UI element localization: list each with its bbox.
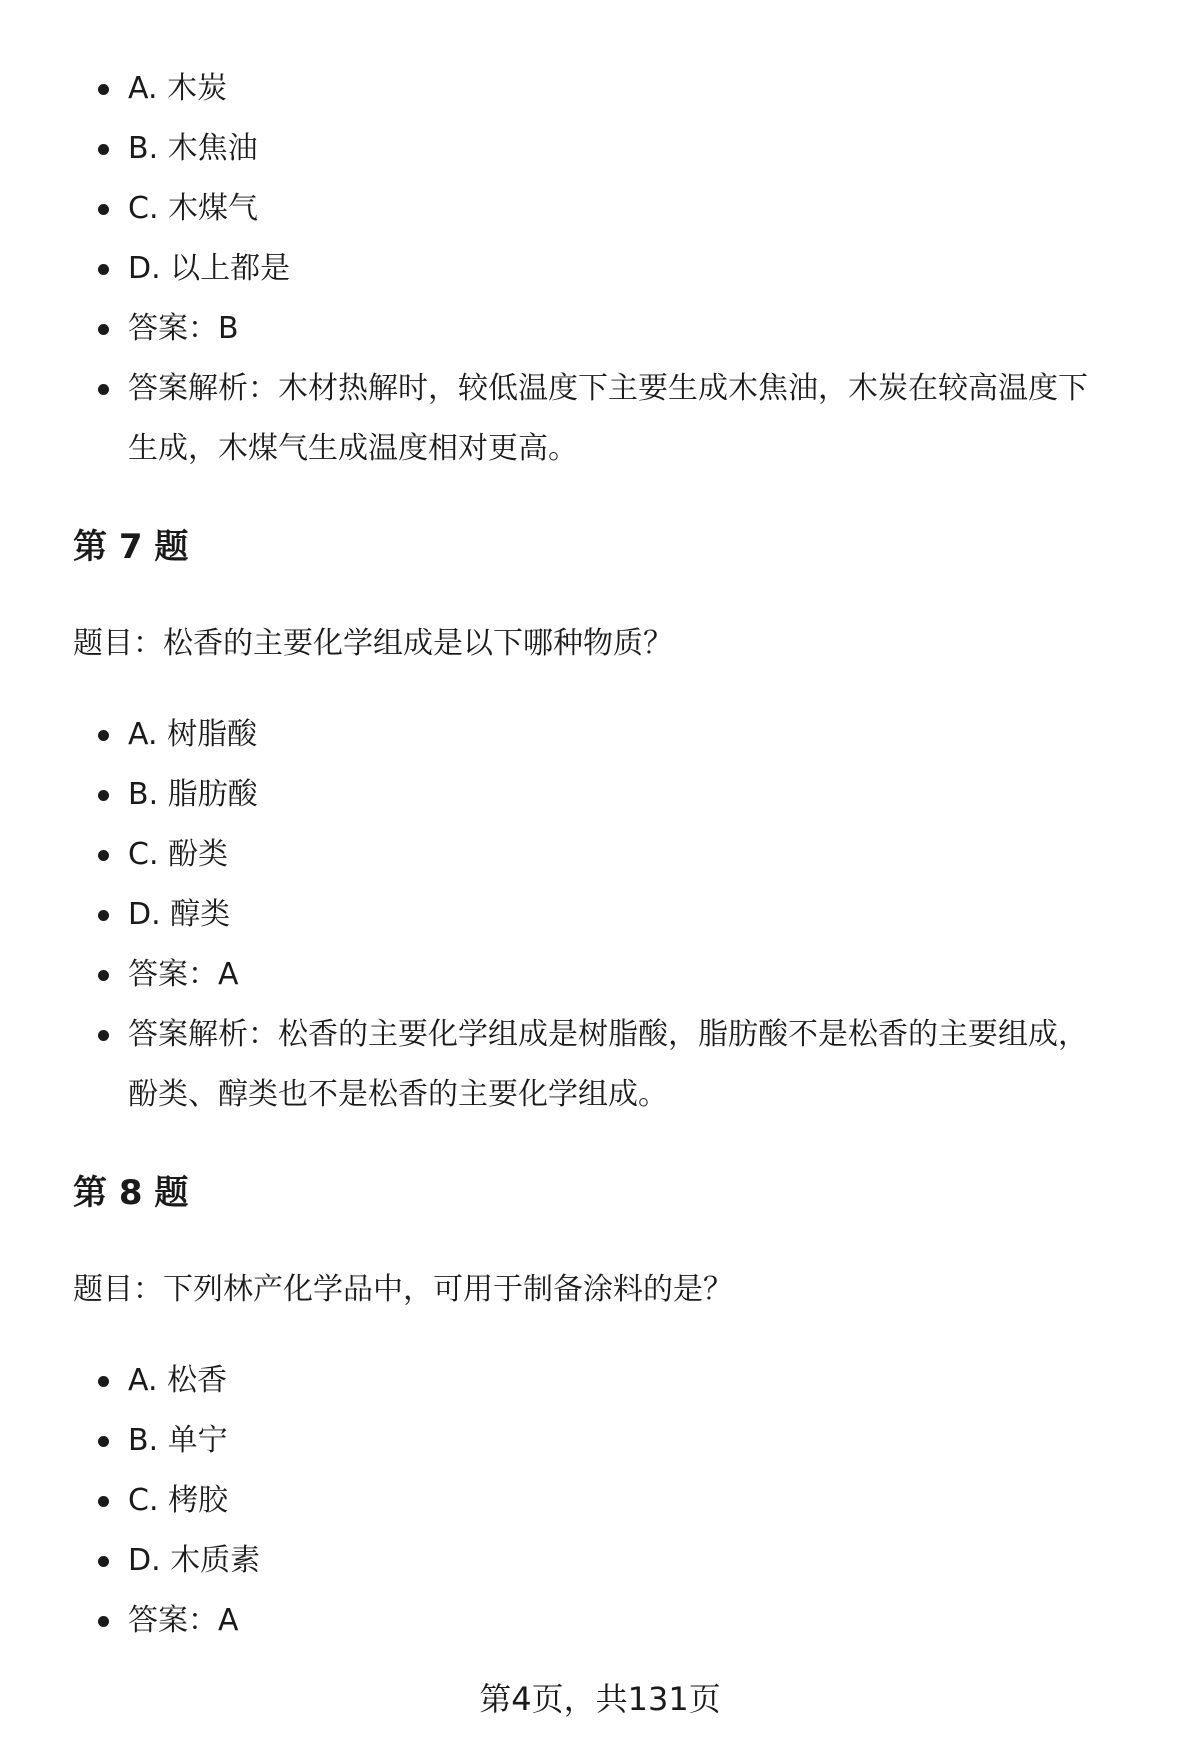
- q6-analysis: 答案解析：木材热解时，较低温度下主要生成木焦油，木炭在较高温度下生成，木煤气生成温度相对更高。: [128, 371, 1088, 466]
- list-item: [0, 1591, 1200, 1651]
- q6-option-b: B. 木焦油: [128, 131, 258, 166]
- list-item: [0, 239, 1200, 299]
- q8-answer: 答案：A: [128, 1603, 239, 1638]
- bullet-icon: [98, 1030, 109, 1041]
- q6-option-a: A. 木炭: [128, 71, 228, 106]
- list-item: [0, 1411, 1200, 1471]
- q7-stem: 题目：松香的主要化学组成是以下哪种物质？: [73, 626, 673, 661]
- list-item: [0, 885, 1200, 945]
- q8-option-c: C. 栲胶: [128, 1483, 229, 1518]
- q6-answer: 答案：B: [128, 311, 239, 346]
- list-item: [0, 1351, 1200, 1411]
- list-item: [0, 825, 1200, 885]
- bullet-icon: [98, 84, 109, 95]
- list-item: [0, 1005, 1200, 1125]
- q8-heading: 第 8 题: [73, 1173, 189, 1213]
- bullet-icon: [98, 1616, 109, 1627]
- q6-option-d: D. 以上都是: [128, 251, 291, 286]
- list-item: [0, 1471, 1200, 1531]
- q7-option-c: C. 酚类: [128, 837, 229, 872]
- bullet-icon: [98, 850, 109, 861]
- bullet-icon: [98, 204, 109, 215]
- list-item: [0, 59, 1200, 119]
- bullet-icon: [98, 730, 109, 741]
- list-item: [0, 705, 1200, 765]
- list-item: [0, 179, 1200, 239]
- q8-stem: 题目：下列林产化学品中，可用于制备涂料的是？: [73, 1272, 733, 1307]
- list-item: [0, 1531, 1200, 1591]
- q6-option-c: C. 木煤气: [128, 191, 259, 226]
- list-item: [0, 765, 1200, 825]
- bullet-icon: [98, 1556, 109, 1567]
- q7-heading: 第 7 题: [73, 527, 189, 567]
- bullet-icon: [98, 1376, 109, 1387]
- list-item: [0, 299, 1200, 359]
- bullet-icon: [98, 1436, 109, 1447]
- q7-option-a: A. 树脂酸: [128, 717, 258, 752]
- q6-option-list: [0, 59, 1200, 479]
- q7-option-list: [0, 705, 1200, 1125]
- q8-option-list: [0, 1351, 1200, 1651]
- q7-option-d: D. 醇类: [128, 897, 231, 932]
- q8-option-d: D. 木质素: [128, 1543, 261, 1578]
- bullet-icon: [98, 144, 109, 155]
- bullet-icon: [98, 324, 109, 335]
- list-item: [0, 945, 1200, 1005]
- bullet-icon: [98, 970, 109, 981]
- q7-answer: 答案：A: [128, 957, 239, 992]
- bullet-icon: [98, 790, 109, 801]
- bullet-icon: [98, 264, 109, 275]
- list-item: [0, 359, 1200, 479]
- bullet-icon: [98, 1496, 109, 1507]
- q8-option-b: B. 单宁: [128, 1423, 228, 1458]
- q8-option-a: A. 松香: [128, 1363, 228, 1398]
- q7-analysis: 答案解析：松香的主要化学组成是树脂酸，脂肪酸不是松香的主要组成，酚类、醇类也不是松香的主要化学组成。: [128, 1017, 1088, 1112]
- bullet-icon: [98, 910, 109, 921]
- page-footer: 第4页，共131页: [479, 1680, 721, 1718]
- bullet-icon: [98, 384, 109, 395]
- list-item: [0, 119, 1200, 179]
- q7-option-b: B. 脂肪酸: [128, 777, 258, 812]
